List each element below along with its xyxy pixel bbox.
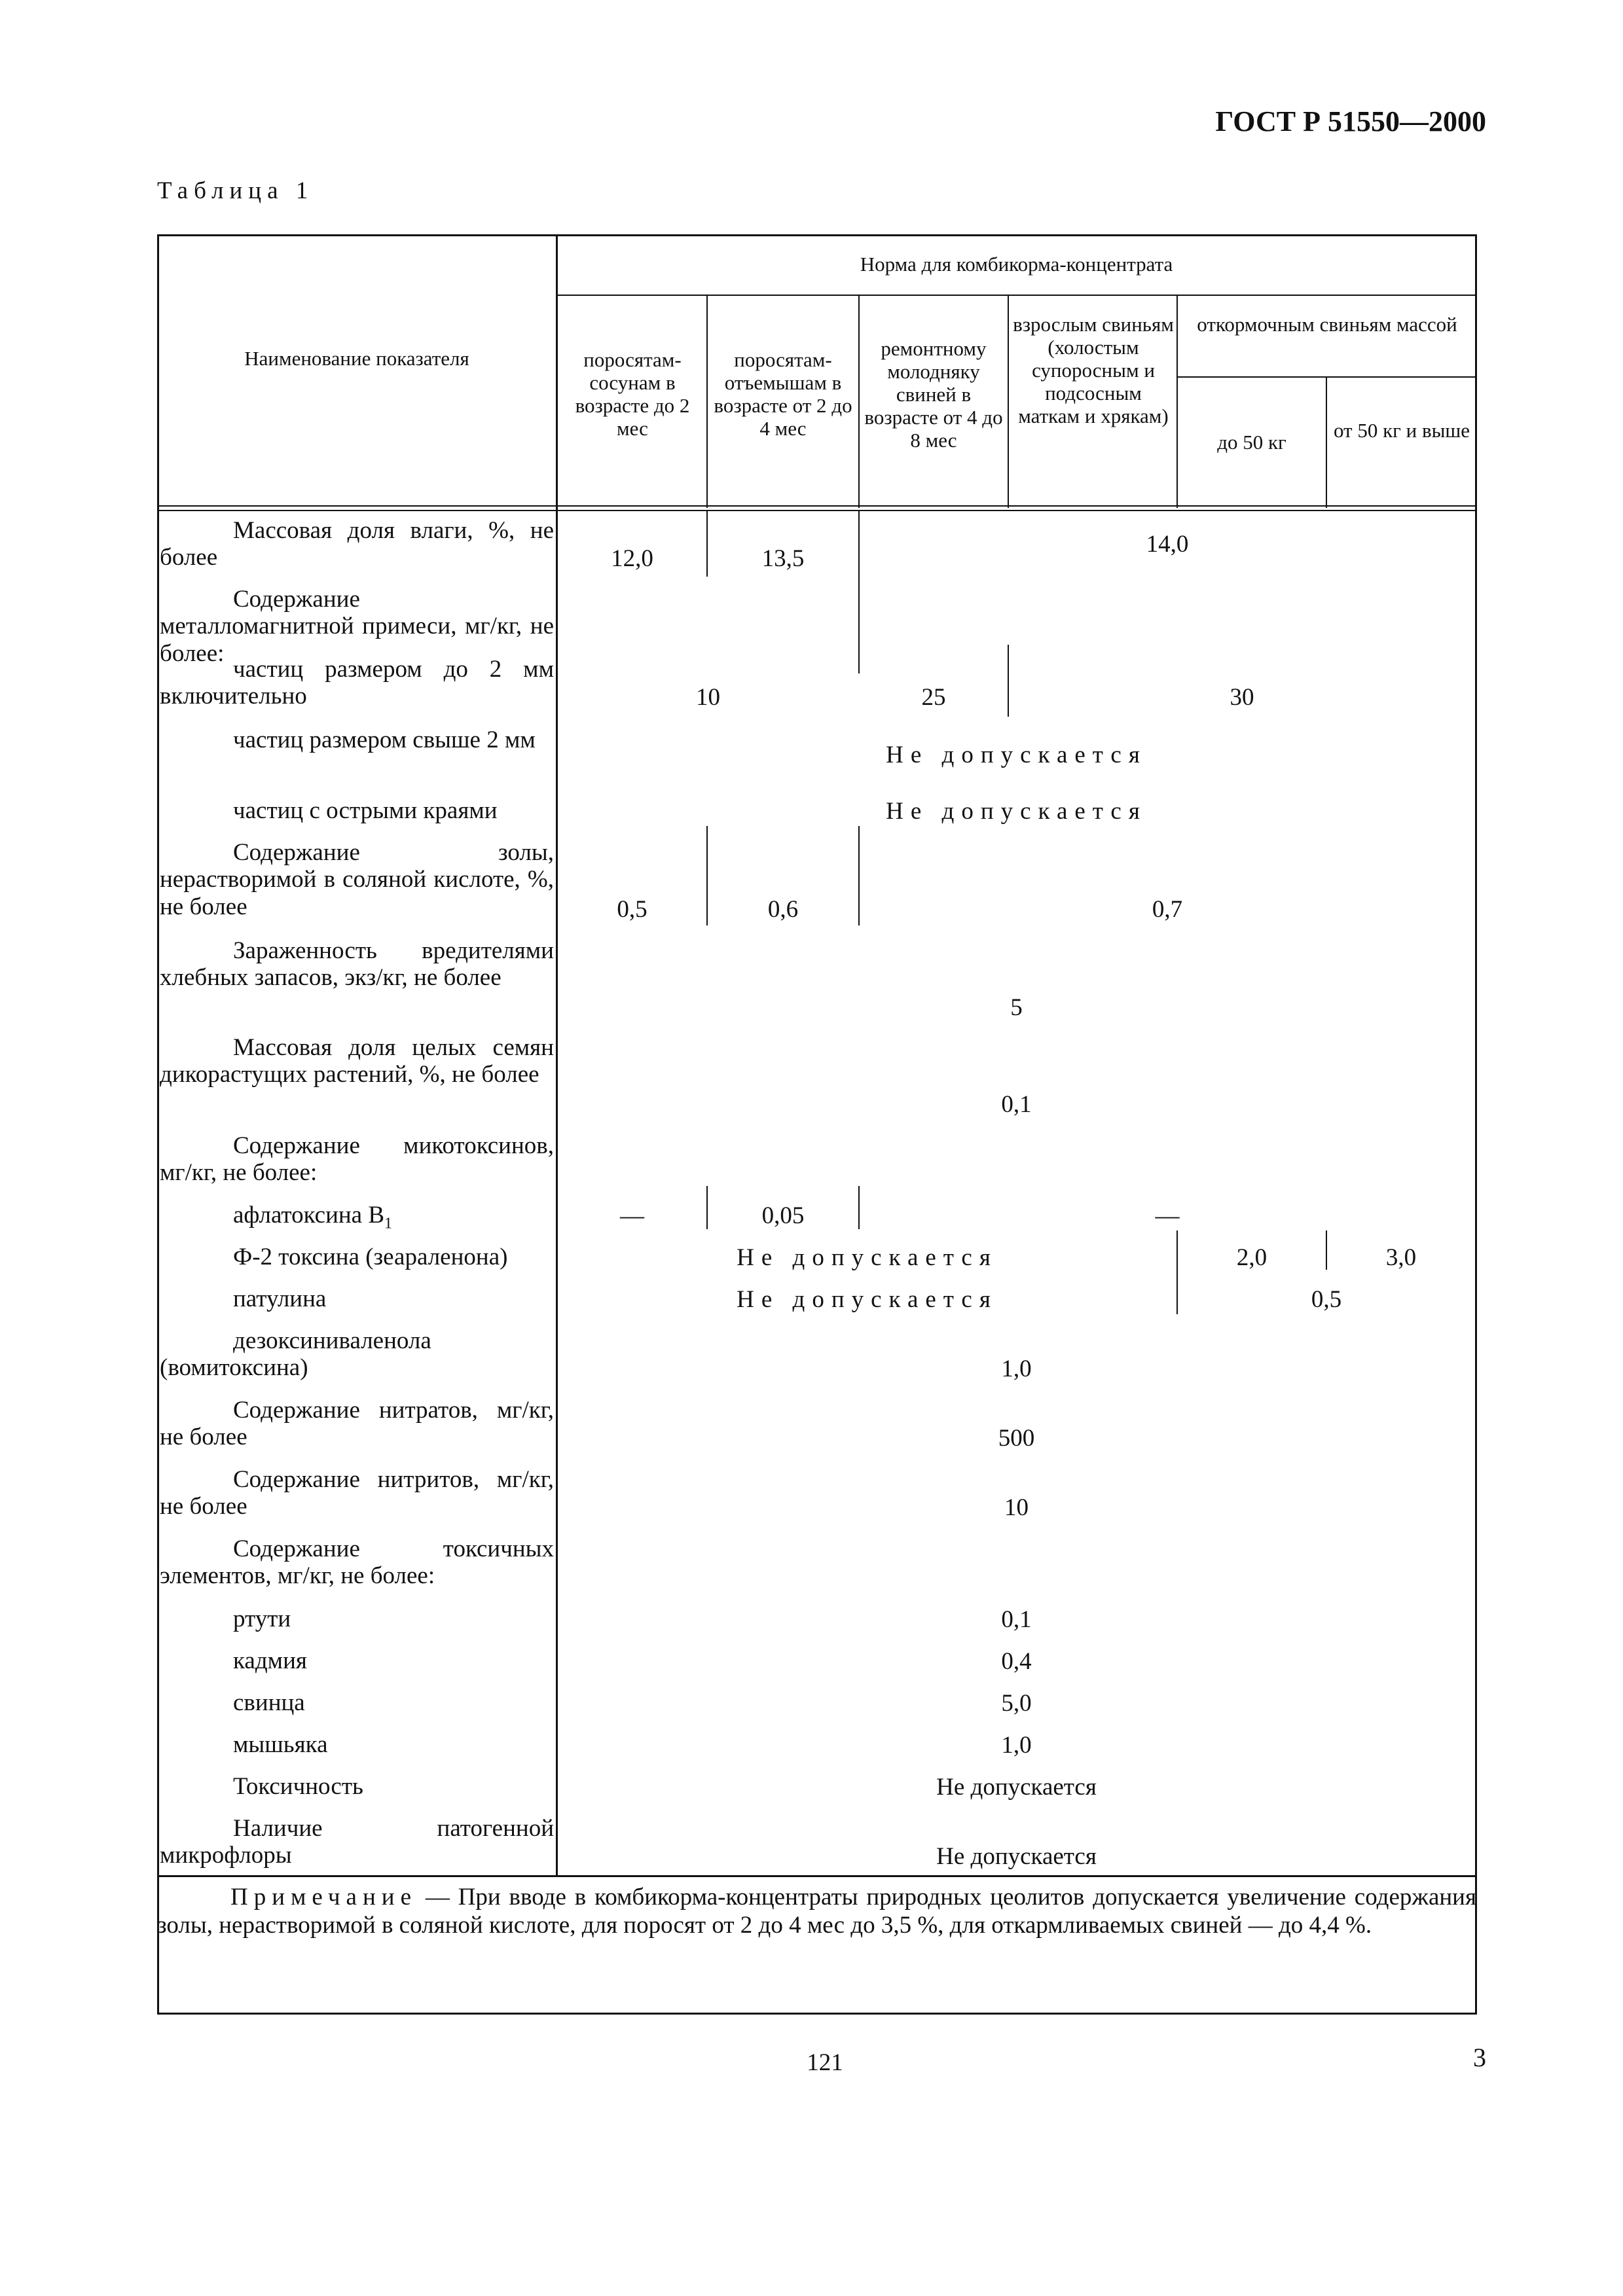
row-label-cadmium: кадмия [233,1647,307,1674]
note-word: Примечание [230,1884,417,1910]
row-label-moisture: Массовая доля влаги, %, не более [160,517,554,571]
page-number: 121 [807,2049,843,2076]
value-arsenic: 1,0 [1001,1732,1032,1759]
row-label-pests: Зараженность вредителями хлебных запасов, экз/кг, не более [160,937,554,992]
value-pests: 5 [1010,994,1023,1021]
row-label-mycotoxins: Содержание микотоксинов, мг/кг, не более: [160,1132,554,1187]
value-ash-c2: 0,6 [767,896,799,923]
table-note [157,1884,1476,1940]
value-moisture-c2: 13,5 [761,545,805,572]
value-seeds: 0,1 [1001,1091,1032,1118]
column-header-suckling-piglets: поросятам-сосунам в возрасте до 2 мес [575,348,690,440]
row-label-toxic-elements: Содержание токсичных элементов, мг/кг, не более: [160,1535,554,1590]
row-label-pathogens: Наличие патогенной микрофлоры [160,1815,554,1869]
column-group-header: Норма для комбикорма-концентрата [860,253,1173,276]
value-don: 1,0 [1001,1355,1032,1382]
value-f2-c1-c4: Не допускается [737,1244,998,1271]
value-ash-c3-c5: 0,7 [1152,896,1183,923]
row-label-nitrates: Содержание нитратов, мг/кг, не более [160,1397,554,1451]
row-label-metal-sharp: частиц с острыми краями [233,797,498,824]
value-moisture-c1: 12,0 [611,545,653,572]
value-metal-sharp: Не допускается [886,798,1147,825]
row-label-f2-toxin: Ф-2 токсина (зеараленона) [233,1244,508,1270]
column-header-fattening-group: откормочным свиньям массой [1197,313,1457,336]
row-label-metal-small: частиц размером до 2 мм включительно [160,656,554,710]
row-label-aflatoxin: афлатоксина $B_1$ [233,1202,393,1232]
value-patulin-c5: 0,5 [1311,1286,1342,1313]
table-caption: Таблица 1 [157,177,314,204]
value-metal-small-c4-c5: 30 [1230,684,1254,711]
note-text: — При вводе в комбикорма-концентраты природных цеолитов допускается увеличение содержания золы, нерастворимой в соляной кислоте, для поросят от 2 до 4 мес до 3,5 %, для откармливаемых свиней — до 4,4 %. [157,1884,1476,1939]
row-label-arsenic: мышьяка [233,1731,328,1758]
value-nitrates: 500 [998,1425,1035,1452]
value-mercury: 0,1 [1001,1606,1032,1633]
value-ash-c1: 0,5 [617,896,647,923]
value-pathogens: Не допускается [936,1843,1097,1870]
row-label-metal: Содержание металломагнитной примеси, мг/кг, не более: [160,586,554,667]
column-header-weaned-piglets: поросятам-отъемышам в возрасте от 2 до 4 мес [714,348,852,440]
sheet-number: 3 [1473,2043,1486,2072]
document-code: ГОСТ Р 51550—2000 [1215,105,1486,137]
row-label-ash: Содержание золы, нерастворимой в соляной кислоте, %, не более [160,839,554,920]
value-moisture-c3-c5: 14,0 [1146,531,1189,558]
row-label-patulin: патулина [233,1285,327,1312]
row-label-nitrites: Содержание нитритов, мг/кг, не более [160,1466,554,1520]
value-patulin-c1-c4: Не допускается [737,1286,998,1313]
column-header-fattening-under-50: до 50 кг [1217,431,1286,454]
column-header-adult-pigs: взрослым свиньям (холостым супоросным и подсосным маткам и хрякам) [1013,313,1174,428]
value-toxicity: Не допускается [936,1774,1097,1801]
row-label-metal-large: частиц размером свыше 2 мм [233,726,536,753]
value-aflatoxin-c3-c5: — [1155,1202,1180,1229]
row-label-mercury: ртути [233,1605,291,1632]
value-metal-small-c1-c2: 10 [696,684,720,711]
column-header-fattening-over-50: от 50 кг и выше [1333,419,1470,442]
column-header-indicator: Наименование показателя [244,347,469,370]
value-cadmium: 0,4 [1001,1648,1032,1675]
value-metal-small-c3: 25 [921,684,946,711]
value-nitrites: 10 [1004,1494,1029,1521]
value-f2-c5b: 3,0 [1385,1244,1417,1271]
value-lead: 5,0 [1001,1690,1032,1717]
value-f2-c5a: 2,0 [1236,1244,1267,1271]
column-header-young-stock: ремонтному молодняку свиней в возрасте от 4 до 8 мес [864,337,1003,452]
value-aflatoxin-c2: 0,05 [761,1202,805,1229]
row-label-don: дезоксиниваленола (вомитоксина) [160,1327,431,1382]
row-label-toxicity: Токсичность [233,1773,363,1800]
row-label-seeds: Массовая доля целых семян дикорастущих растений, %, не более [160,1034,554,1088]
value-metal-large: Не допускается [886,742,1147,768]
value-aflatoxin-c1: — [620,1202,644,1229]
row-label-lead: свинца [233,1689,305,1716]
